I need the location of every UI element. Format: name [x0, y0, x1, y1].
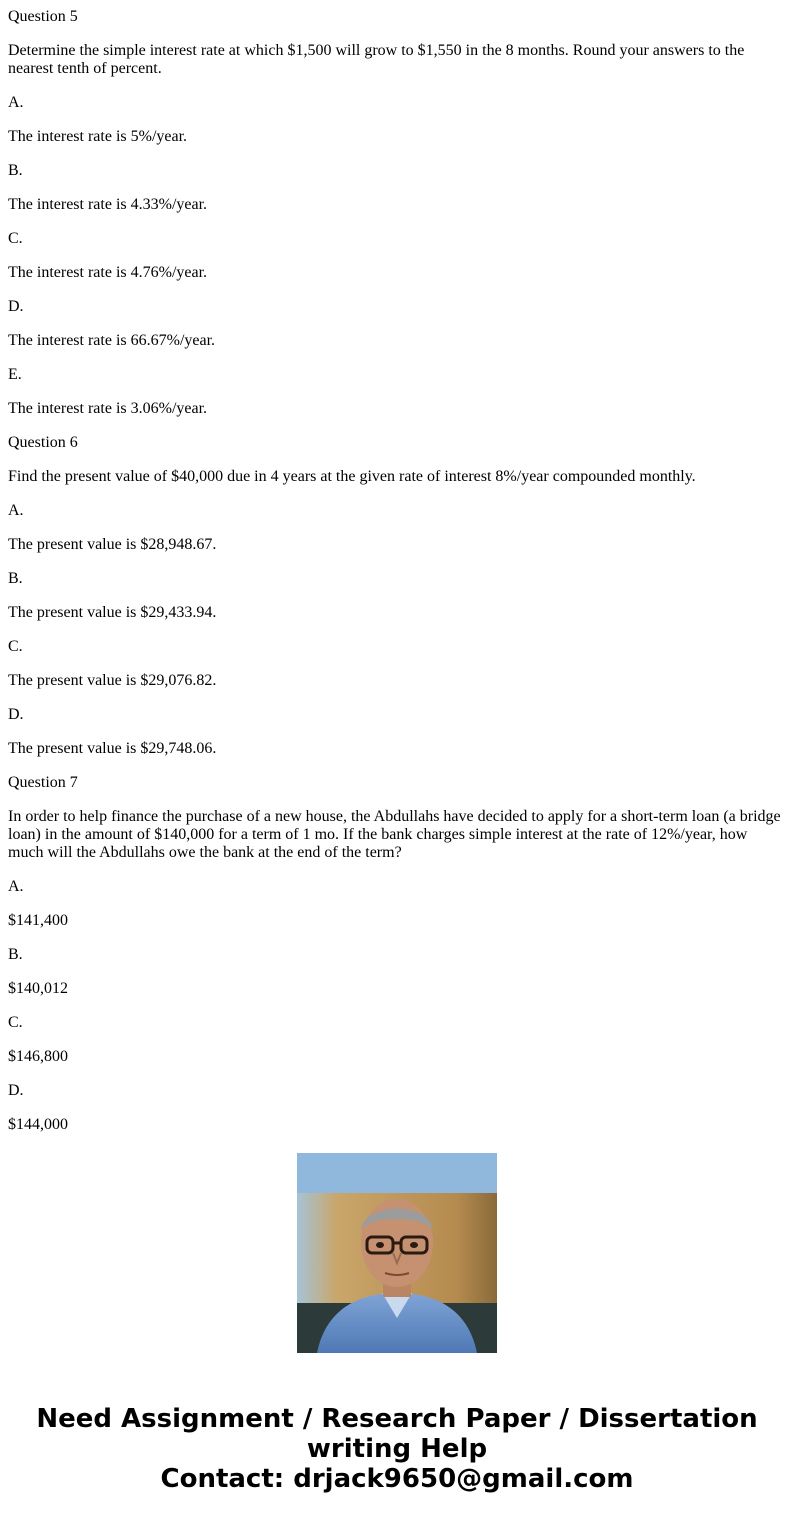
q5-option-b-letter: B. — [8, 162, 23, 179]
question-6-prompt: Find the present value of $40,000 due in 4 years at the given rate of interest 8%/year compounded monthly. — [8, 468, 696, 485]
q7-option-b-letter: B. — [8, 946, 23, 963]
q7-option-c-letter: C. — [8, 1014, 23, 1031]
q5-option-a-text: The interest rate is 5%/year. — [8, 128, 188, 145]
q6-option-b-text: The present value is $29,433.94. — [8, 604, 217, 621]
q6-option-b-letter: B. — [8, 570, 23, 587]
q6-option-d-letter: D. — [8, 706, 24, 723]
q5-option-b-text: The interest rate is 4.33%/year. — [8, 196, 208, 213]
question-7-prompt: In order to help finance the purchase of a new house, the Abdullahs have decided to apply for a short-term loan (a bridge loan) in the amount of $140,000 for a term of 1 mo. If the bank charges simple interest at the rate of 12%/year, how much will the Abdullahs owe the bank at the end of the term? — [8, 808, 781, 861]
q7-option-c-text: $146,800 — [8, 1048, 68, 1065]
q6-option-c-text: The present value is $29,076.82. — [8, 672, 217, 689]
question-5-prompt: Determine the simple interest rate at which $1,500 will grow to $1,550 in the 8 months. Round your answers to the nearest tenth of percent. — [8, 42, 745, 77]
q5-option-e-letter: E. — [8, 366, 22, 383]
q7-option-a-letter: A. — [8, 878, 24, 895]
q5-option-a-letter: A. — [8, 94, 24, 111]
q6-option-a-letter: A. — [8, 502, 24, 519]
promo-line-2: writing Help — [306, 1434, 488, 1464]
promo-line-1: Need Assignment / Research Paper / Dissertation — [36, 1404, 758, 1434]
q7-option-d-text: $144,000 — [8, 1116, 68, 1133]
document-page — [8, 0, 784, 1133]
q5-option-e-text: The interest rate is 3.06%/year. — [8, 400, 208, 417]
q5-option-d-letter: D. — [8, 298, 24, 315]
promo-text — [0, 1404, 794, 1494]
q7-option-d-letter: D. — [8, 1082, 24, 1099]
q5-option-c-letter: C. — [8, 230, 23, 247]
promo-contact-line: Contact: drjack9650@gmail.com — [160, 1464, 634, 1494]
promo-footer — [0, 1123, 794, 1523]
q6-option-d-text: The present value is $29,748.06. — [8, 740, 217, 757]
person-portrait — [297, 1153, 497, 1353]
q6-option-c-letter: C. — [8, 638, 23, 655]
avatar — [297, 1153, 497, 1353]
question-6-title: Question 6 — [8, 434, 78, 451]
question-7-title: Question 7 — [8, 774, 78, 791]
q7-option-a-text: $141,400 — [8, 912, 68, 929]
q7-option-b-text: $140,012 — [8, 980, 68, 997]
question-5-title: Question 5 — [8, 8, 78, 25]
q5-option-c-text: The interest rate is 4.76%/year. — [8, 264, 208, 281]
q5-option-d-text: The interest rate is 66.67%/year. — [8, 332, 216, 349]
q6-option-a-text: The present value is $28,948.67. — [8, 536, 217, 553]
